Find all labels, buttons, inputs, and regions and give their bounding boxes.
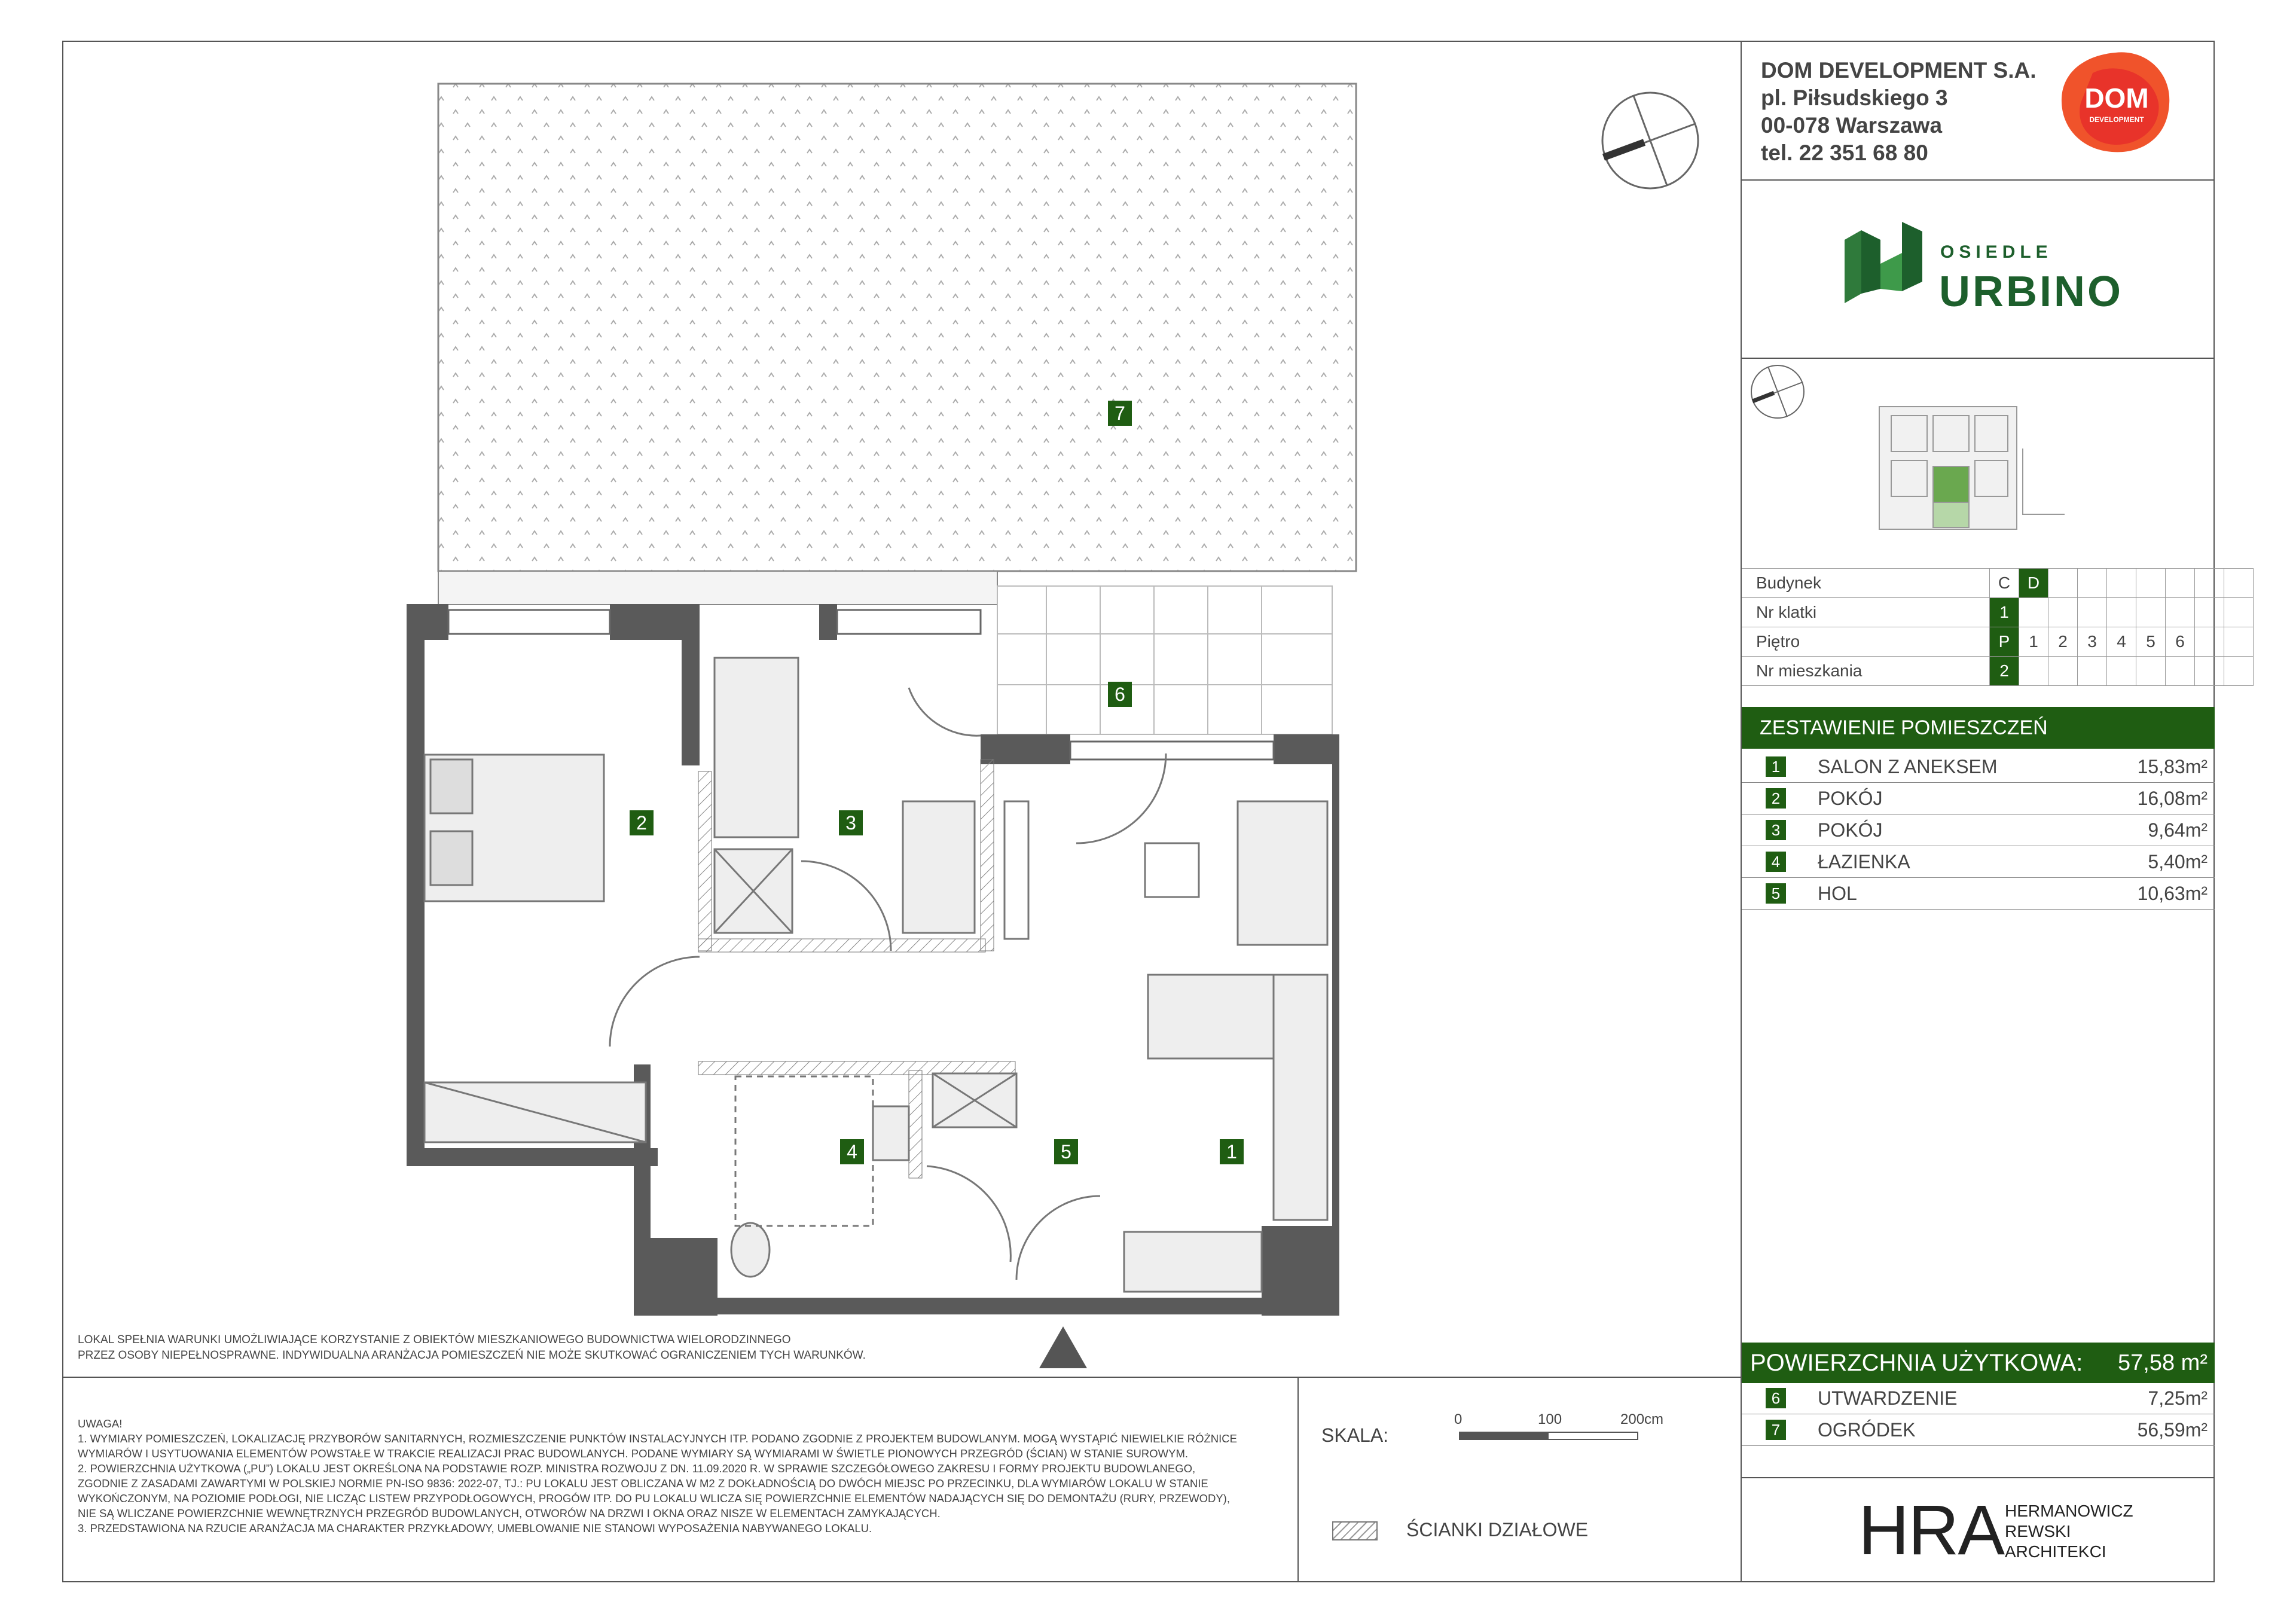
- total-value: 57,58 m²: [2118, 1350, 2208, 1375]
- scale-tick-100: 100: [1538, 1411, 1562, 1427]
- table-cell: [2078, 598, 2107, 627]
- table-cell: 5: [2136, 627, 2166, 657]
- room-name: HOL: [1818, 883, 1857, 904]
- partition-legend: [1332, 1521, 1378, 1540]
- extra-row: [1742, 1383, 2215, 1414]
- table-cell: 6: [2166, 627, 2195, 657]
- room-number: 2: [1766, 788, 1786, 809]
- architect-divider: [1741, 1477, 2215, 1478]
- room-row: [1742, 783, 2215, 814]
- table-cell: [2019, 657, 2048, 686]
- rooms-header: ZESTAWIENIE POMIESZCZEŃ: [1742, 707, 2215, 749]
- room-row: [1742, 846, 2215, 878]
- row-label: Nr klatki: [1742, 598, 1990, 627]
- table-cell: [2078, 657, 2107, 686]
- company-phone: tel. 22 351 68 80: [1761, 141, 1928, 165]
- scale-divider: [1297, 1377, 1299, 1582]
- bottom-divider: [62, 1377, 1741, 1378]
- compass-small-icon: [1751, 365, 1804, 418]
- total-label: POWIERZCHNIA UŻYTKOWA:: [1750, 1350, 2083, 1376]
- room-name: SALON Z ANEKSEM: [1818, 756, 1998, 777]
- room-number: 3: [1766, 820, 1786, 840]
- table-cell: 3: [2078, 627, 2107, 657]
- table-cell: [2195, 627, 2224, 657]
- table-cell-active: 1: [1990, 598, 2019, 627]
- table-cell: [2048, 569, 2078, 598]
- plan-mark-room-2: 2: [630, 810, 654, 835]
- urbino-logo: [1845, 218, 2123, 316]
- plan-mark-living: 1: [1220, 1139, 1244, 1164]
- plan-mark-garden: 7: [1108, 401, 1132, 426]
- remark-line: WYKOŃCZONYM, NA POZIOMIE PODŁOGI, NIE LICZĄC LISTEW PRZYPODŁOGOWYCH, PROGÓW ITP. DO PU LOKALU WLICZA SIĘ POWIERZCHNIE ELEMENTÓW NADAJĄCYCH SIĘ DO DEMONTAŻU (RURY, PRZEWODY),: [78, 1492, 1230, 1505]
- key-plan: [1742, 359, 2160, 562]
- table-cell: [2224, 657, 2254, 686]
- room-number: 5: [1766, 883, 1786, 904]
- room-area: 15,83m²: [2137, 756, 2208, 777]
- table-cell: [2019, 598, 2048, 627]
- table-cell-active: P: [1990, 627, 2019, 657]
- room-area: 5,40m²: [2148, 851, 2208, 872]
- architect-short: HRA: [1858, 1491, 2004, 1570]
- remark-line: 2. POWIERZCHNIA UŻYTKOWA („PU”) LOKALU JEST OKREŚLONA NA PODSTAWIE ROZP. MINISTRA ROZWOJU Z DN. 11.09.2020 R. W SPRAWIE SZCZEGÓŁOWEGO ZAKRESU I FORMY PROJEKTU BUDOWLANEGO,: [78, 1462, 1196, 1475]
- table-cell: [2078, 569, 2107, 598]
- table-row: [1742, 569, 2254, 598]
- row-label: Budynek: [1742, 569, 1990, 598]
- room-area: 9,64m²: [2148, 819, 2208, 841]
- plan-mark-bathroom: 4: [840, 1139, 864, 1164]
- room-name: ŁAZIENKA: [1818, 851, 1910, 872]
- partition-wall: [698, 771, 712, 951]
- note-line: LOKAL SPEŁNIA WARUNKI UMOŻLIWIAJĄCE KORZYSTANIE Z OBIEKTÓW MIESZKANIOWEGO BUDOWNICTWA WIELORODZINNEGO: [78, 1334, 791, 1346]
- door-swings: [610, 688, 1166, 1280]
- scale-label: SKALA:: [1321, 1424, 1389, 1446]
- room-area: 10,63m²: [2137, 883, 2208, 904]
- remark-line: ZGODNIE Z ZASADAMI ZAWARTYMI W POLSKIEJ NORMIE PN-ISO 9836: 2022-07, TJ.: PU LOKALU JEST OBLICZANA W M2 Z DOKŁADNOŚCIĄ DO DWÓCH MIEJSC PO PRZECINKU, DLA WYMIARÓW LOKALU W STANIE: [78, 1477, 1208, 1490]
- project-name: URBINO: [1939, 268, 2123, 316]
- plan-mark-room-3: 3: [839, 810, 863, 835]
- extra-name: UTWARDZENIE: [1818, 1387, 1958, 1409]
- table-cell: [2224, 569, 2254, 598]
- table-cell: [2195, 657, 2224, 686]
- company-divider: [1741, 179, 2215, 181]
- remarks: [78, 1416, 1237, 1536]
- row-label: Nr mieszkania: [1742, 657, 1990, 686]
- dom-logo-text: DOM: [2084, 83, 2149, 114]
- extra-number: 7: [1766, 1420, 1786, 1440]
- extra-area: 56,59m²: [2137, 1419, 2208, 1441]
- scale-tick-200: 200cm: [1620, 1411, 1664, 1427]
- extra-row: [1742, 1414, 2215, 1446]
- partition-wall: [909, 1070, 922, 1178]
- table-cell: 2: [2048, 627, 2078, 657]
- company-info: [1761, 57, 2036, 167]
- table-row: [1742, 598, 2254, 627]
- urbino-mark-icon: [1845, 222, 1928, 312]
- extra-number: 6: [1766, 1388, 1786, 1408]
- company-address-1: pl. Piłsudskiego 3: [1761, 86, 1948, 110]
- table-cell: [2136, 598, 2166, 627]
- scale-tick-0: 0: [1454, 1411, 1463, 1427]
- note-line: PRZEZ OSOBY NIEPEŁNOSPRAWNE. INDYWIDUALNA ARANŻACJA POMIESZCZEŃ NIE MOŻE SKUTKOWAĆ OGRANICZENIEM TYCH WARUNKÓW.: [78, 1349, 866, 1362]
- scale-bar: [1459, 1432, 1638, 1440]
- project-prefix: OSIEDLE: [1940, 242, 2053, 262]
- partition-wall: [698, 939, 985, 952]
- entrance-marker-icon: [1039, 1326, 1087, 1368]
- table-cell: [2195, 598, 2224, 627]
- location-table: [1742, 568, 2254, 686]
- room-row: [1742, 814, 2215, 846]
- room-area: 16,08m²: [2137, 788, 2208, 809]
- table-cell: [2048, 657, 2078, 686]
- table-cell: C: [1990, 569, 2019, 598]
- garden-area: [438, 84, 1356, 571]
- architect-name: [2005, 1501, 2133, 1562]
- room-name: POKÓJ: [1818, 788, 1883, 809]
- table-cell: 1: [2019, 627, 2048, 657]
- table-cell: [2166, 598, 2195, 627]
- garden-strip: [438, 571, 997, 605]
- table-cell: [2107, 569, 2136, 598]
- table-cell: [2224, 627, 2254, 657]
- extra-area: 7,25m²: [2148, 1387, 2208, 1409]
- site-plan-icon: [1879, 407, 2065, 529]
- table-cell: [2107, 657, 2136, 686]
- compass-icon: [1602, 93, 1698, 188]
- remark-line: NIE SĄ WLICZANE POWIERZCHNIE WEWNĘTRZNYCH PRZEGRÓD BUDOWLANYCH, OTWORÓW NA DRZWI I OKNA ORAZ NISZE W ELEMENTACH ZAMYKAJĄCYCH.: [78, 1507, 941, 1520]
- table-cell: [2136, 657, 2166, 686]
- dom-logo-sub: DEVELOPMENT: [2089, 115, 2144, 124]
- table-cell: [2107, 598, 2136, 627]
- terrace-tiles: [997, 586, 1332, 734]
- table-row: [1742, 627, 2254, 657]
- table-cell: [2048, 598, 2078, 627]
- dom-development-logo: [2057, 49, 2174, 155]
- room-row: [1742, 878, 2215, 910]
- table-cell-active: 2: [1990, 657, 2019, 686]
- table-cell: [2195, 569, 2224, 598]
- room-name: POKÓJ: [1818, 819, 1883, 841]
- partition-wall: [981, 759, 994, 951]
- architect-line: REWSKI: [2005, 1522, 2071, 1540]
- architect-line: ARCHITEKCI: [2005, 1542, 2106, 1561]
- accessibility-note: [78, 1332, 866, 1363]
- extra-name: OGRÓDEK: [1818, 1419, 1916, 1441]
- plan-mark-terrace: 6: [1108, 682, 1132, 707]
- table-cell: [2136, 569, 2166, 598]
- table-cell: [2224, 598, 2254, 627]
- room-number: 1: [1766, 756, 1786, 777]
- table-cell: [2166, 657, 2195, 686]
- company-address-2: 00-078 Warszawa: [1761, 113, 1943, 138]
- architect-line: HERMANOWICZ: [2005, 1502, 2133, 1520]
- company-name: DOM DEVELOPMENT S.A.: [1761, 58, 2037, 83]
- table-cell-active: D: [2019, 569, 2048, 598]
- partition-legend-label: ŚCIANKI DZIAŁOWE: [1406, 1519, 1589, 1540]
- table-cell: 4: [2107, 627, 2136, 657]
- row-label: Piętro: [1742, 627, 1990, 657]
- remark-line: UWAGA!: [78, 1417, 123, 1430]
- remark-line: 1. WYMIARY POMIESZCZEŃ, LOKALIZACJĘ PRZYBORÓW SANITARNYCH, ROZMIESZCZENIE PUNKTÓW INSTALACYJNYCH ITP. PODANO ZGODNIE Z PROJEKTEM BUDOWLANYM. MOGĄ WYSTĄPIĆ NIEWIELKIE RÓŻNICE: [78, 1432, 1237, 1445]
- plan-mark-hall: 5: [1054, 1139, 1078, 1164]
- table-row: [1742, 657, 2254, 686]
- remark-line: 3. PRZEDSTAWIONA NA RZUCIE ARANŻACJA MA CHARAKTER PRZYKŁADOWY, UMEBLOWANIE NIE STANOWI WYPOSAŻENIA NABYWANEGO LOKALU.: [78, 1522, 872, 1534]
- remark-line: WYMIARÓW I USYTUOWANIA ELEMENTÓW POWSTAŁE W TRAKCIE REALIZACJI PRAC BUDOWLANYCH. PODANE WYMIARY SĄ WYMIARAMI W ŚWIETLE PIONOWYCH PRZEGRÓD (ŚCIAN) W STANIE SUROWYM.: [78, 1447, 1189, 1460]
- room-row: [1742, 751, 2215, 783]
- usable-area-total: [1742, 1343, 2215, 1383]
- room-number: 4: [1766, 852, 1786, 872]
- table-cell: [2166, 569, 2195, 598]
